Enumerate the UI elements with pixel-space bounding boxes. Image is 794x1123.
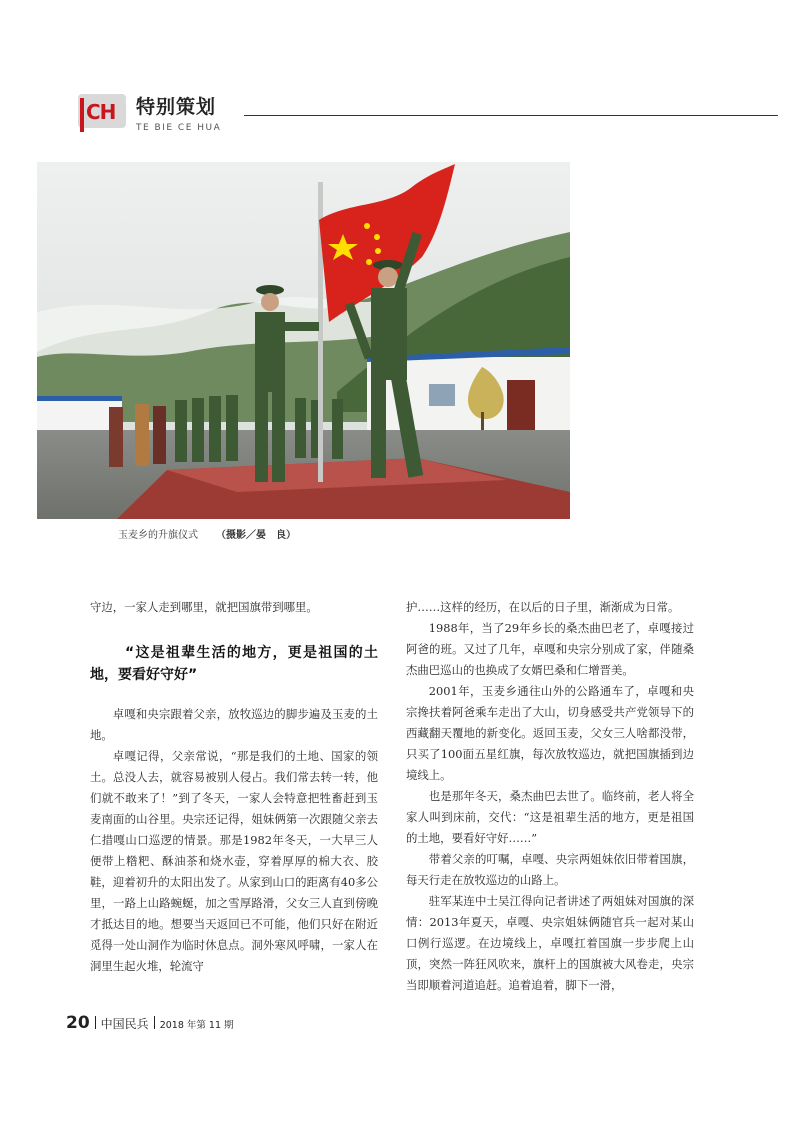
paragraph: 带着父亲的叮嘱，卓嘎、央宗两姐妹依旧带着国旗，每天行走在放牧巡边的山路上。	[406, 852, 694, 887]
photo-illustration	[37, 162, 570, 519]
caption-text: 玉麦乡的升旗仪式	[118, 530, 198, 541]
footer-divider	[95, 1016, 96, 1029]
article-subhead: “这是祖辈生活的地方，更是祖国的土地，要看好守好”	[90, 645, 378, 683]
paragraph: 驻军某连中士吴江得向记者讲述了两姐妹对国旗的深情：2013年夏天，卓嘎、央宗姐妹俩随官兵一起对某山口例行巡逻。在边境线上，卓嘎扛着国旗一步步爬上山顶，突然一阵狂风吹来，旗杆上的国旗被大风卷走，央宗当即顺着河道追赶。追着追着，脚下一滑，	[406, 894, 694, 992]
paragraph: 护……这样的经历，在以后的日子里，渐渐成为日常。	[406, 600, 680, 614]
villagers	[109, 404, 166, 467]
footer-divider	[154, 1016, 155, 1029]
section-header	[78, 90, 778, 140]
header-divider	[244, 115, 778, 116]
section-title: 特别策划	[136, 96, 217, 118]
magazine-name: 中国民兵	[100, 1017, 149, 1031]
paragraph: 1988年，当了29年乡长的桑杰曲巴老了，卓嘎接过阿爸的班。又过了几年，卓嘎和央宗分别成了家，伴随桑杰曲巴巡山的也换成了女婿巴桑和仁增晋美。	[406, 621, 694, 677]
article-column-left	[90, 597, 378, 977]
paragraph: 卓嘎和央宗跟着父亲，放牧巡边的脚步遍及玉麦的土地。	[90, 707, 378, 742]
photo-credit: （摄影／晏 良）	[216, 530, 296, 541]
paragraph: 卓嘎记得，父亲常说，“那是我们的土地、国家的领土。总没人去，就容易被别人侵占。我们常去转一转，他们就不敢来了！”到了冬天，一家人会特意把牲畜赶到玉麦南面的山谷里。央宗还记得，姐妹俩第一次跟随父亲去仁措嘎山口巡逻的情景。那是1982年冬天，一大早三人便带上糌粑、酥油茶和烧水壶，穿着厚厚的棉大衣、胶鞋，迎着初升的太阳出发了。从家到山口的距离有40多公里，一路上山路蜿蜒，加之雪厚路滑，父女三人直到傍晚才抵达目的地。想要当天返回已不可能，他们只好在附近觅得一处山洞作为临时休息点。洞外寒风呼啸，一家人在洞里生起火堆，轮流守	[90, 749, 378, 973]
flag-raising-photo	[37, 162, 570, 519]
photo-caption	[118, 526, 296, 541]
section-subtitle: TE BIE CE HUA	[136, 123, 222, 133]
paragraph: 2001年，玉麦乡通往山外的公路通车了，卓嘎和央宗搀扶着阿爸乘车走出了大山，切身感受共产党领导下的西藏翻天覆地的新变化。返回玉麦，父女三人啥都没带，只买了100面五星红旗，每次放牧巡边，就把国旗插到边境线上。	[406, 684, 694, 782]
section-logo	[78, 94, 126, 128]
issue-number: 2018 年第 11 期	[159, 1020, 234, 1031]
paragraph: 也是那年冬天，桑杰曲巴去世了。临终前，老人将全家人叫到床前，交代：“这是祖辈生活的地方，更是祖国的土地，要看好守好……”	[406, 789, 694, 845]
logo-text: CH	[86, 100, 116, 124]
paragraph: 守边，一家人走到哪里，就把国旗带到哪里。	[90, 600, 318, 614]
article-column-right	[406, 597, 694, 996]
logo-accent-bar	[80, 98, 84, 132]
page-number: 20	[66, 1013, 90, 1033]
page-footer	[66, 1013, 234, 1033]
